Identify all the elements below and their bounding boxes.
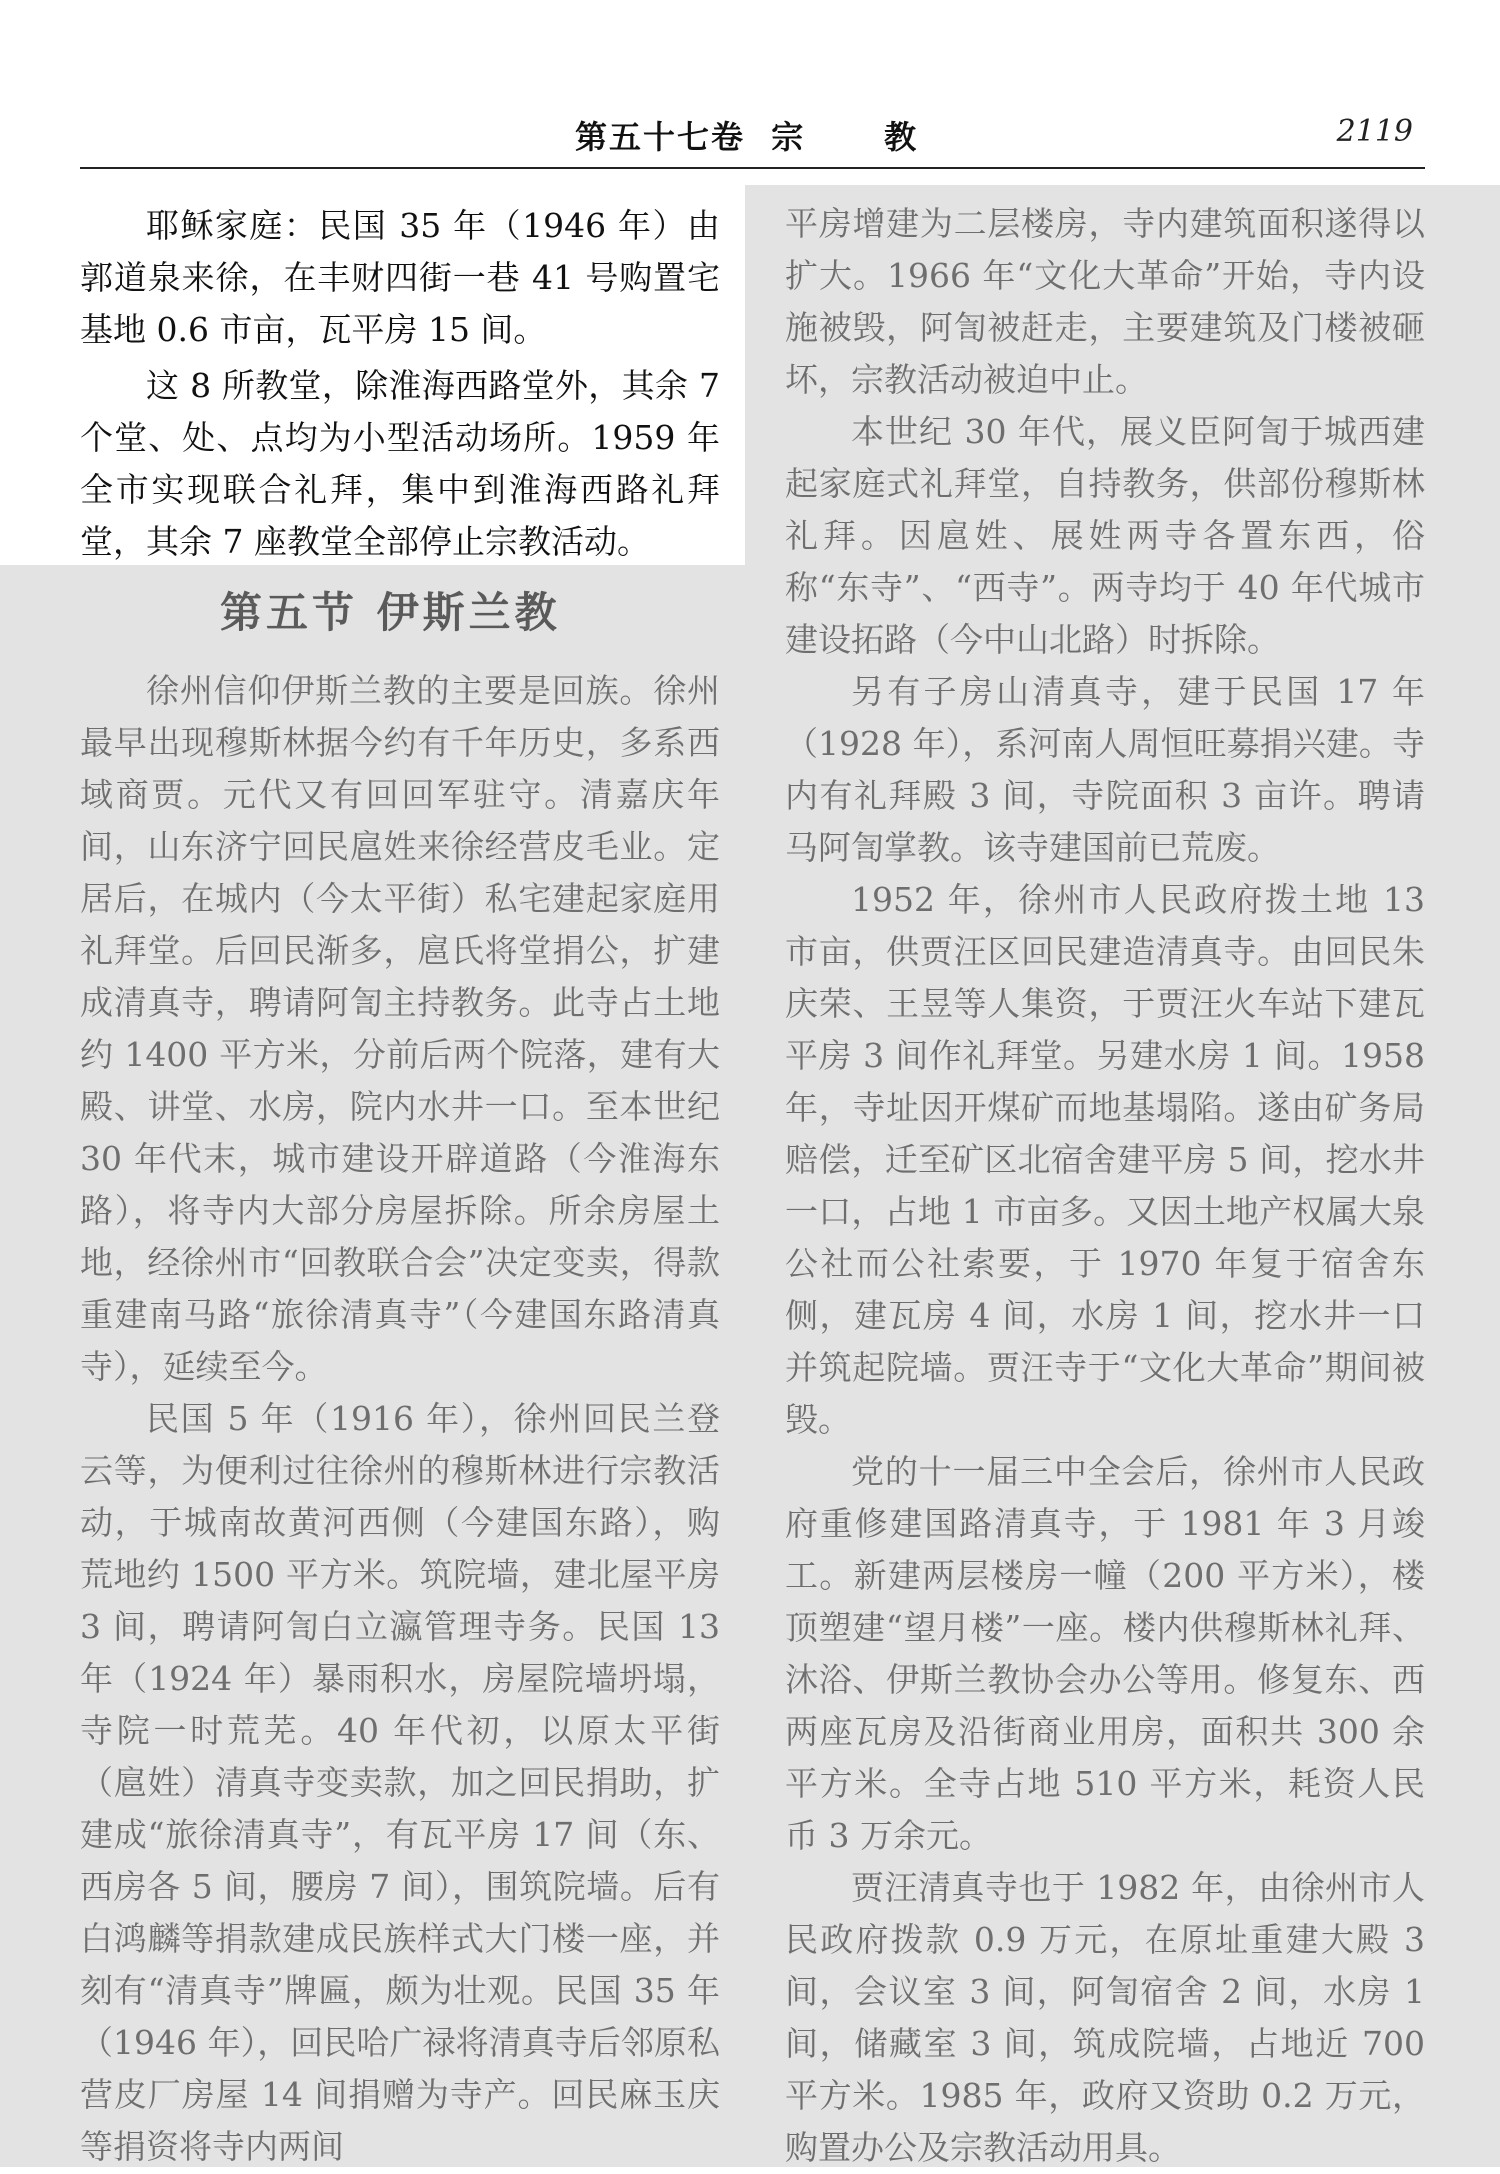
paragraph: 徐州信仰伊斯兰教的主要是回族。徐州最早出现穆斯林据今约有千年历史，多系西域商贾。元代又有回回军驻守。清嘉庆年间，山东济宁回民扈姓来徐经营皮毛业。定居后，在城内（今太平街）私宅建起家庭用礼拜堂。后回民渐多，扈氏将堂捐公，扩建成清真寺，聘请阿訇主持教务。此寺占土地约 1400 平方米，分前后两个院落，建有大殿、讲堂、水房，院内水井一口。至本世纪 30 年代末，城市建设开辟道路（今淮海东路），将寺内大部分房屋拆除。所余房屋土地，经徐州市“回教联合会”决定变卖，得款重建南马路“旅徐清真寺”（今建国东路清真寺），延续至今。 [80, 671, 720, 1386]
left-column-top-text [80, 200, 720, 572]
page-title: 第五十七卷 宗 教 [575, 118, 919, 156]
paragraph: 另有子房山清真寺，建于民国 17 年（1928 年），系河南人周恒旺募捐兴建。寺内有礼拜殿 3 间，寺院面积 3 亩许。聘请马阿訇掌教。该寺建国前已荒废。 [785, 672, 1425, 867]
page-header [80, 100, 1425, 160]
paragraph: 平房增建为二层楼房，寺内建筑面积遂得以扩大。1966 年“文化大革命”开始，寺内设施被毁，阿訇被赶走，主要建筑及门楼被砸坏，宗教活动被迫中止。 [785, 204, 1425, 399]
paragraph: 民国 5 年（1916 年），徐州回民兰登云等，为便利过往徐州的穆斯林进行宗教活动，于城南故黄河西侧（今建国东路），购荒地约 1500 平方米。筑院墙，建北屋平房 3 间，聘请阿訇白立瀛管理寺务。民国 13 年（1924 年）暴雨积水，房屋院墙坍塌，寺院一时荒芜。40 年代初，以原太平街（扈姓）清真寺变卖款，加之回民捐助，扩建成“旅徐清真寺”，有瓦平房 17 间（东、西房各 5 间，腰房 7 间），围筑院墙。后有白鸿麟等捐款建成民族样式大门楼一座，并刻有“清真寺”牌匾，颇为壮观。民国 35 年（1946 年），回民哈广禄将清真寺后邻原私营皮厂房屋 14 间捐赠为寺产。回民麻玉庆等捐资将寺内两间 [80, 1399, 720, 2166]
section-heading: 第五节 伊斯兰教 [220, 588, 561, 637]
paragraph: 这 8 所教堂，除淮海西路堂外，其余 7 个堂、处、点均为小型活动场所。1959 年全市实现联合礼拜，集中到淮海西路礼拜堂，其余 7 座教堂全部停止宗教活动。 [80, 366, 720, 561]
paragraph: 本世纪 30 年代，展义臣阿訇于城西建起家庭式礼拜堂，自持教务，供部份穆斯林礼拜。因扈姓、展姓两寺各置东西，俗称“东寺”、“西寺”。两寺均于 40 年代城市建设拓路（今中山北路）时拆除。 [785, 412, 1425, 659]
right-column-body-text [785, 198, 1425, 2174]
header-divider [80, 167, 1425, 169]
left-column-body-text [80, 665, 720, 2173]
paragraph: 1952 年，徐州市人民政府拨土地 13 市亩，供贾汪区回民建造清真寺。由回民朱庆荣、王昱等人集资，于贾汪火车站下建瓦平房 3 间作礼拜堂。另建水房 1 间。1958 年，寺址因开煤矿而地基塌陷。遂由矿务局赔偿，迁至矿区北宿舍建平房 5 间，挖水井一口，占地 1 市亩多。又因土地产权属大泉公社而公社索要，于 1970 年复于宿舍东侧，建瓦房 4 间，水房 1 间，挖水井一口并筑起院墙。贾汪寺于“文化大革命”期间被毁。 [785, 880, 1425, 1439]
paragraph: 贾汪清真寺也于 1982 年，由徐州市人民政府拨款 0.9 万元，在原址重建大殿 3 间，会议室 3 间，阿訇宿舍 2 间，水房 1 间，储藏室 3 间，筑成院墙，占地近 700 平方米。1985 年，政府又资助 0.2 万元，购置办公及宗教活动用具。 [785, 1868, 1425, 2167]
paragraph: 耶稣家庭：民国 35 年（1946 年）由郭道泉来徐，在丰财四街一巷 41 号购置宅基地 0.6 市亩，瓦平房 15 间。 [80, 206, 720, 349]
paragraph: 党的十一届三中全会后，徐州市人民政府重修建国路清真寺，于 1981 年 3 月竣工。新建两层楼房一幢（200 平方米），楼顶塑建“望月楼”一座。楼内供穆斯林礼拜、沐浴、伊斯兰教协会办公等用。修复东、西两座瓦房及沿街商业用房，面积共 300 余平方米。全寺占地 510 平方米，耗资人民币 3 万余元。 [785, 1452, 1425, 1855]
page-number: 2119 [1336, 114, 1413, 149]
